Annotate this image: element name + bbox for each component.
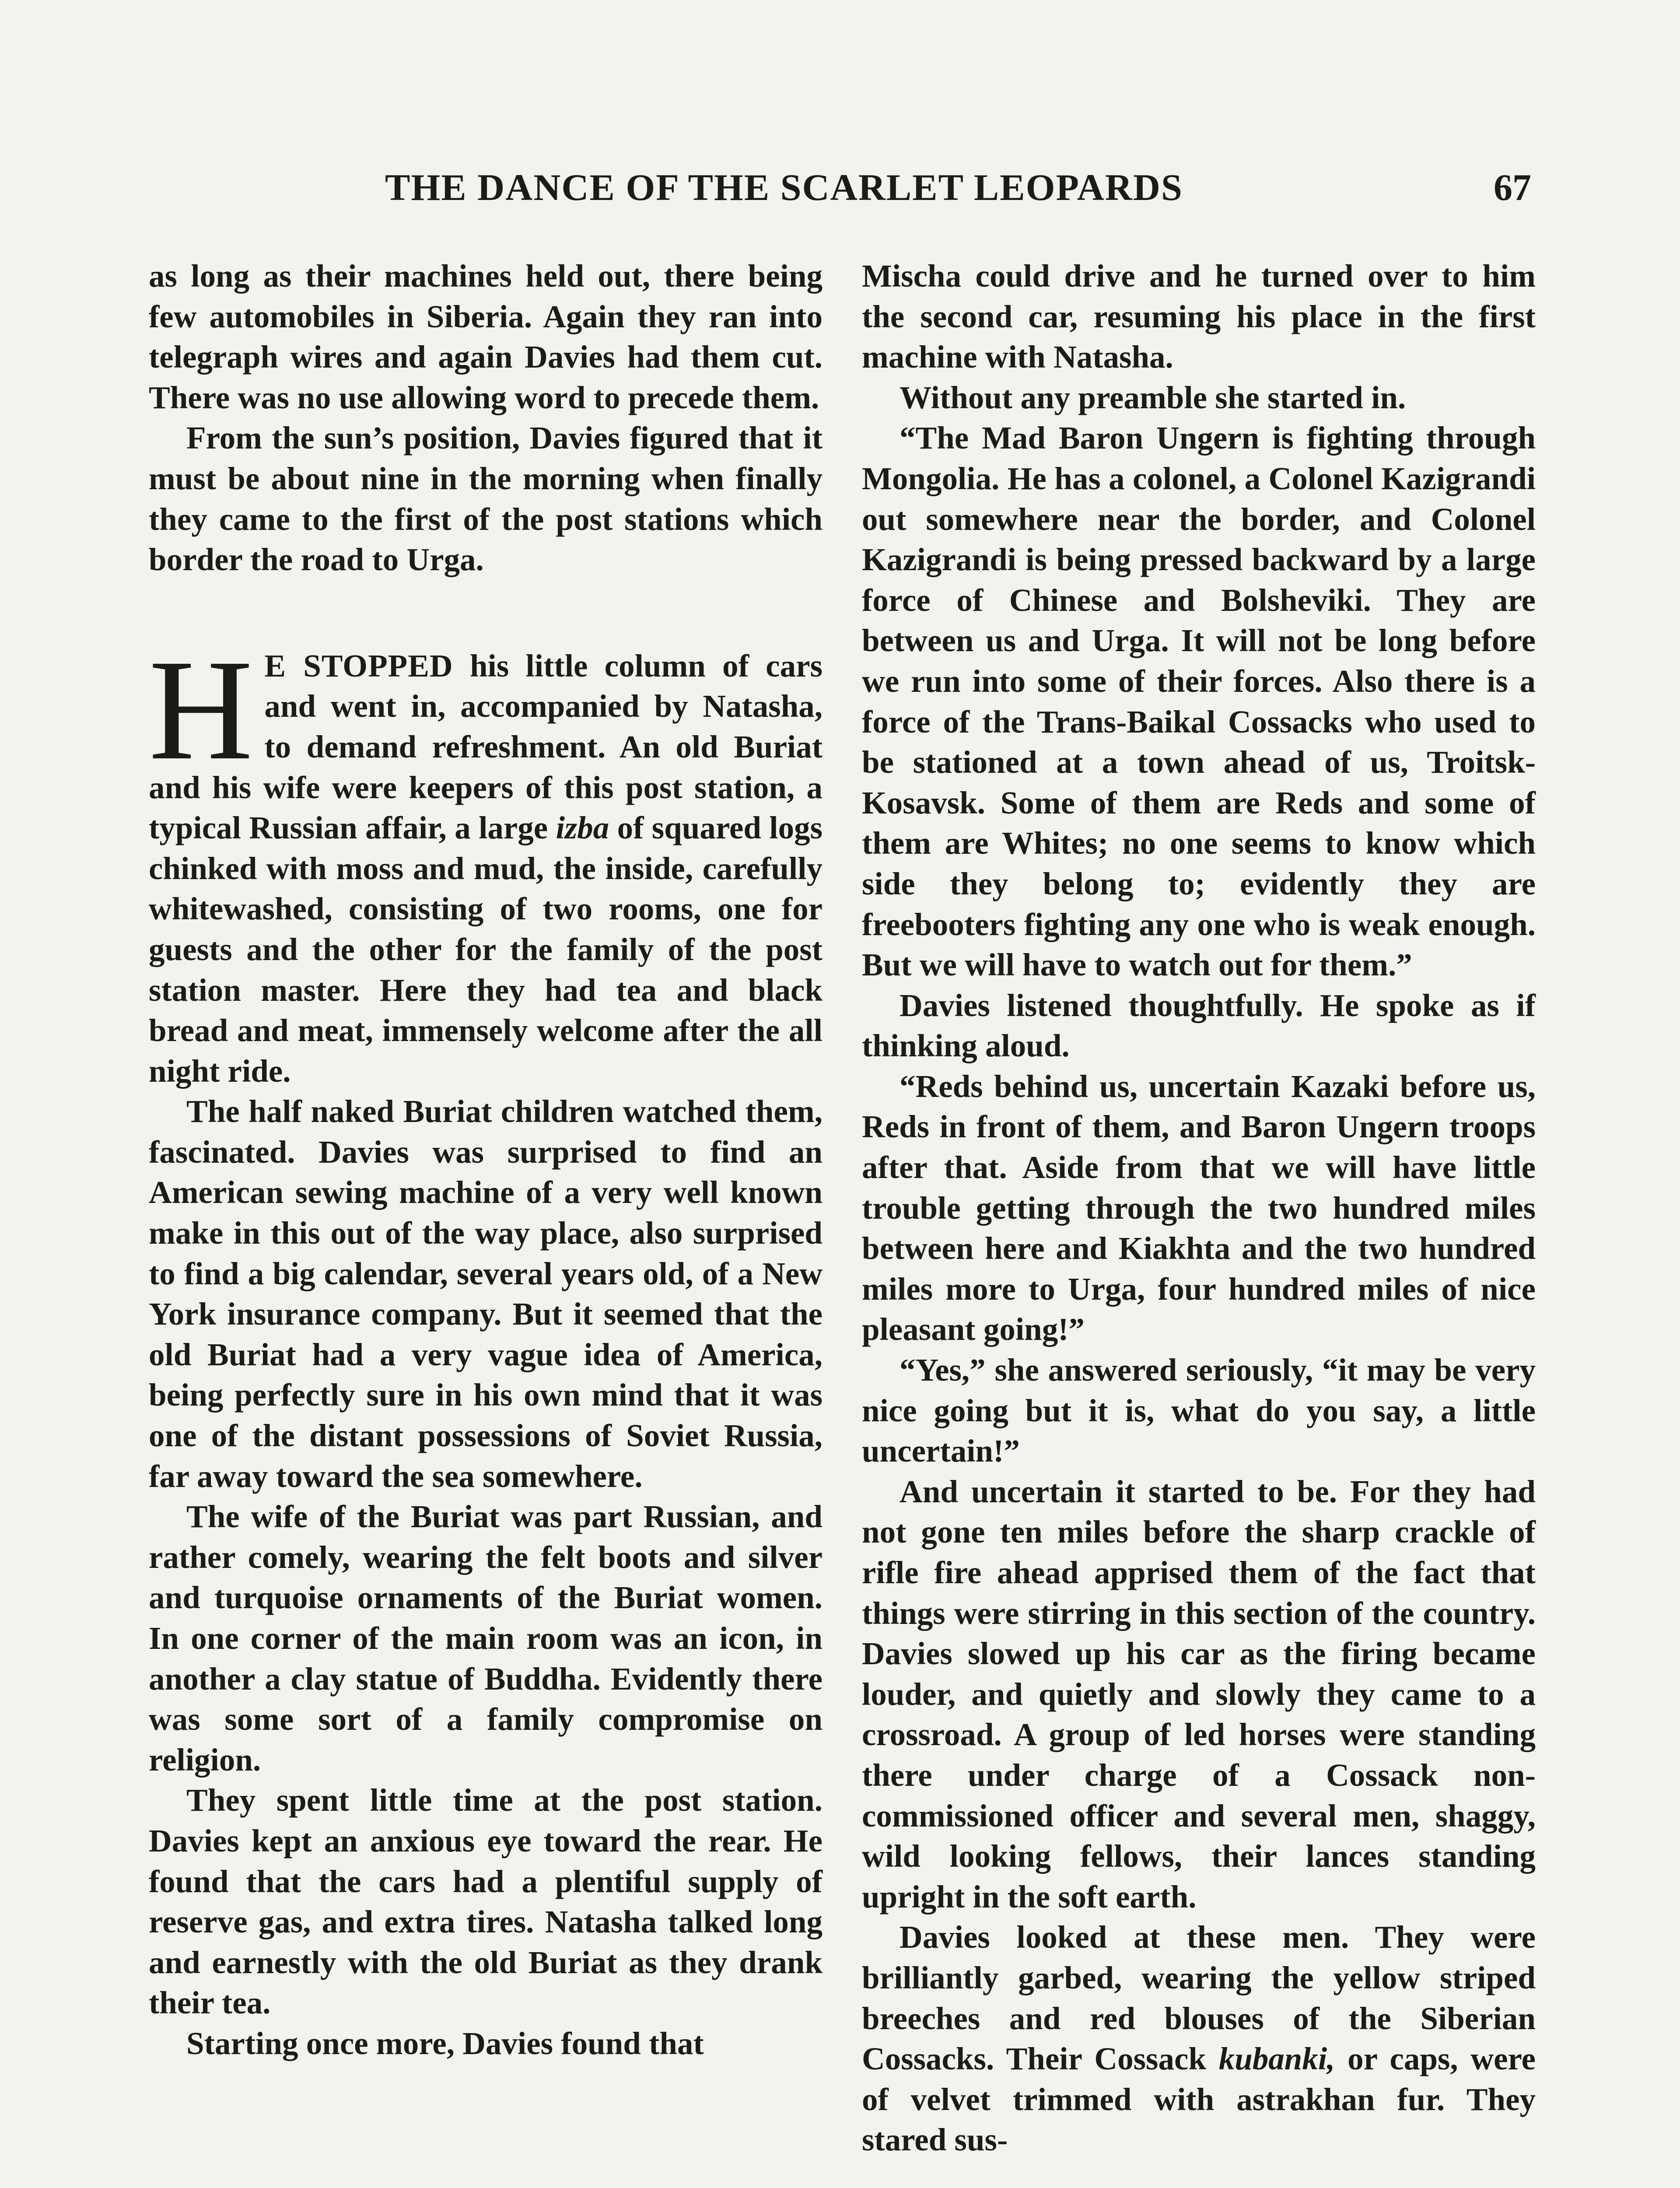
right-column <box>862 256 1536 2160</box>
page-number: 67 <box>1494 166 1531 208</box>
italic-term: kubanki, <box>1218 2041 1335 2077</box>
paragraph: “The Mad Baron Ungern is fighting through Mongolia. He has a colonel, a Colonel Kazigrandi out somewhere near the border, and Colonel Kazigrandi is being pressed backward by a large force of Chinese and Bolsheviki. They are between us and Urga. It will not be long before we run into some of their forces. Also there is a force of the Trans-Baikal Cossacks who used to be stationed at a town ahead of us, Troitsk-Kosavsk. Some of them are Reds and some of them are Whites; no one seems to know which side they belong to; evidently they are freebooters fighting any one who is weak enough. But we will have to watch out for them.” <box>862 420 1536 983</box>
paragraph-text: of squared logs chinked with moss and mud, the inside, carefully whitewashed, consisting of two rooms, one for guests and the other for the family of the post station master. Here they had tea and black bread and meat, immensely welcome after the all night ride. <box>149 810 822 1089</box>
left-column <box>149 256 822 2064</box>
dropcap-paragraph <box>149 630 822 1092</box>
paragraph-text: his little column of cars and went in, accompanied by Natasha, to demand refreshment. An old Buriat and his wife were keepers of this post station, a typical Russian affair, a large <box>149 648 822 846</box>
paragraph: From the sun’s position, Davies figured that it must be about nine in the morning when finally they came to the first of the post stations which border the road to Urga. <box>149 420 822 578</box>
paragraph: And uncertain it started to be. For they had not gone ten miles before the sharp crackle of rifle fire ahead apprised them of the fact that things were stirring in this section of the country. Davies slowed up his car as the firing became louder, and quietly and slowly they came to a crossroad. A group of led horses were standing there under charge of a Cossack non-commissioned officer and several men, shaggy, wild looking fellows, their lances standing upright in the soft earth. <box>862 1473 1536 1914</box>
paragraph: Davies listened thoughtfully. He spoke as if thinking aloud. <box>862 987 1536 1064</box>
paragraph: The wife of the Buriat was part Russian, and rather comely, wearing the felt boots and silver and turquoise ornaments of the Buriat women. In one corner of the main room was an icon, in another a clay statue of Buddha. Evidently there was some sort of a family compromise on religion. <box>149 1499 822 1778</box>
paragraph: Starting once more, Davies found that <box>186 2025 704 2061</box>
paragraph-text: or caps, were of velvet trimmed with astrakhan fur. They stared sus- <box>862 2041 1536 2158</box>
paragraph: Mischa could drive and he turned over to him the second car, resuming his place in the first machine with Natasha. <box>862 258 1536 375</box>
running-title: THE DANCE OF THE SCARLET LEOPARDS <box>385 166 1183 208</box>
paragraph: They spent little time at the post station. Davies kept an anxious eye toward the rear. He found that the cars had a plentiful supply of reserve gas, and extra tires. Natasha talked long and earnestly with the old Buriat as they drank their tea. <box>149 1782 822 2021</box>
paragraph <box>862 1917 1536 2160</box>
paragraph: “Yes,” she answered seriously, “it may be very nice going but it is, what do you say, a little uncertain!” <box>862 1352 1536 1469</box>
lead-in-caps: E STOPPED <box>264 648 453 684</box>
italic-term: izba <box>556 810 609 846</box>
paragraph-text: Davies looked at these men. They were brilliantly garbed, wearing the yellow striped breeches and red blouses of the Siberian Cossacks. Their Cossack <box>862 1919 1536 2077</box>
paragraph: Without any preamble she started in. <box>900 379 1406 415</box>
running-head <box>149 165 1531 214</box>
paragraph: “Reds behind us, uncertain Kazaki before us, Reds in front of them, and Baron Ungern troops after that. Aside from that we will have little trouble getting through the two hundred miles between here and Kiakhta and the two hundred miles more to Urga, four hundred miles of nice pleasant going!” <box>862 1068 1536 1347</box>
drop-cap: H <box>149 630 253 790</box>
paragraph: as long as their machines held out, there being few automobiles in Siberia. Again they ran into telegraph wires and again Davies had them cut. There was no use allowing word to precede them. <box>149 258 822 415</box>
paragraph: The half naked Buriat children watched them, fascinated. Davies was surprised to find an American sewing machine of a very well known make in this out of the way place, also surprised to find a big calendar, several years old, of a New York insurance company. But it seemed that the old Buriat had a very vague idea of America, being perfectly sure in his own mind that it was one of the distant possessions of Soviet Russia, far away toward the sea somewhere. <box>149 1094 822 1494</box>
